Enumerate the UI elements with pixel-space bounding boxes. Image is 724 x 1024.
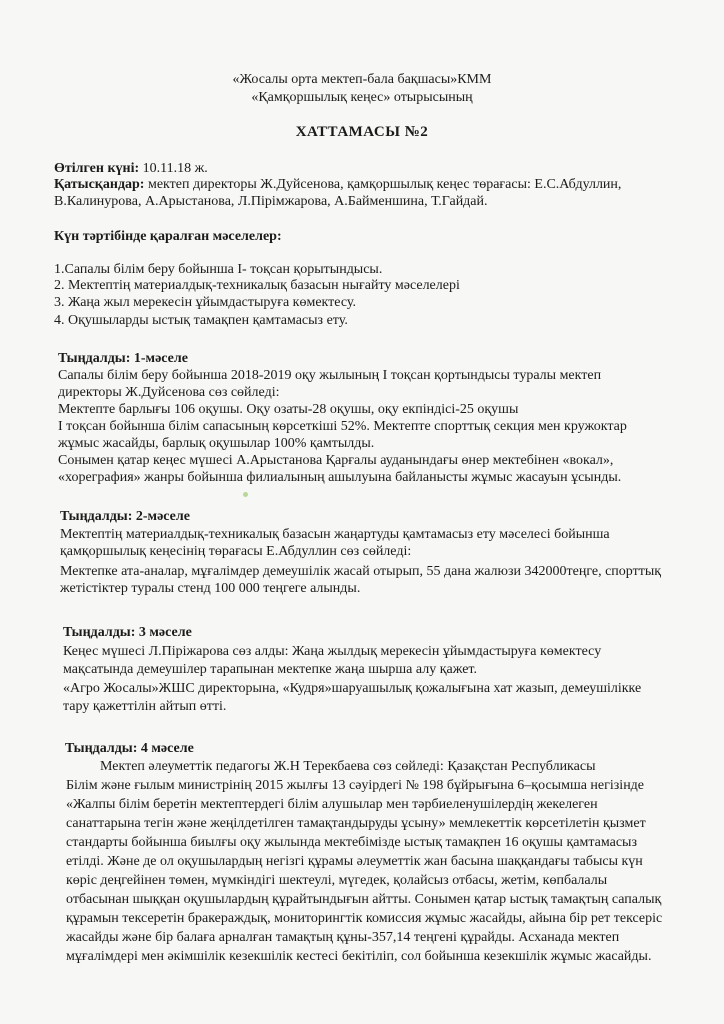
section-2-line: Мектептің материалдық-техникалық базасын жаңартуды қамтамасыз ету мәселесі бойынша bbox=[60, 527, 610, 542]
section-1-line: Сонымен қатар кеңес мүшесі А.Арыстанова Қарғалы ауданындағы өнер мектебінен «вокал», bbox=[58, 453, 614, 468]
date-row bbox=[54, 160, 208, 177]
agenda-item: 4. Оқушыларды ыстық тамақпен қамтамасыз ету. bbox=[54, 313, 348, 328]
section-2-line: жетістіктер туралы стенд 100 000 теңгеге алынды. bbox=[60, 581, 361, 596]
section-1-heading: Тыңдалды: 1-мәселе bbox=[58, 351, 188, 366]
org-name: «Жосалы орта мектеп-бала бақшасы»КММ bbox=[232, 72, 492, 87]
section-1-line: Мектепте барлығы 106 оқушы. Оқу озаты-28 оқушы, оқу екпіндісі-25 оқушы bbox=[58, 402, 519, 417]
section-4-line: етілді. Және де ол оқушылардың негізгі құрамы әлеуметтік жан басына шаққандағы табысы күн bbox=[66, 854, 643, 869]
section-1-line: Сапалы білім беру бойынша 2018-2019 оқу жылының І тоқсан қортындысы туралы мектеп bbox=[58, 368, 602, 383]
section-3-line: мақсатында демеушілер тарапынан мектепке жаңа шырша алу қажет. bbox=[63, 662, 477, 677]
section-1-line: І тоқсан бойынша білім сапасының көрсеткіші 52%. Мектепте спорттық секция мен кружоктар bbox=[58, 419, 627, 434]
section-3-line: Кеңес мүшесі Л.Піріжарова сөз алды: Жаңа жылдық мерекесін ұйымдастыруға көмектесу bbox=[63, 644, 602, 659]
date-value: 10.11.18 ж. bbox=[139, 161, 208, 176]
council-name: «Қамқоршылық кеңес» отырысының bbox=[251, 90, 473, 105]
section-4-line: көріс деңгейінен төмен, мүмкіндігі шектеулі, мүгедек, қолайсыз отбасы, жетім, көпбалалы bbox=[66, 873, 608, 888]
section-4-line: санаттарына тегін және жеңілдетілген тамақтандыруды ұсыну» мемлекеттік көрсетілетін қызмет bbox=[66, 816, 646, 831]
participants-line-1: мектеп директоры Ж.Дуйсенова, қамқоршылық кеңес төрағасы: Е.С.Абдуллин, bbox=[144, 177, 622, 192]
section-2-line: қамқоршылық кеңесінің төрағасы Е.Абдуллин сөз сөйледі: bbox=[60, 544, 412, 559]
section-2-line: Мектепке ата-аналар, мұғалімдер демеушілік жасай отырып, 55 дана жалюзи 342000теңге, спорттық bbox=[60, 564, 662, 579]
ink-spot bbox=[243, 492, 248, 497]
section-3-line: тару қажеттілін айтып өтті. bbox=[63, 699, 227, 714]
section-4-heading: Тыңдалды: 4 мәселе bbox=[65, 741, 194, 756]
agenda-item: 1.Сапалы білім беру бойынша І- тоқсан қорытындысы. bbox=[54, 262, 383, 277]
section-4-line: жасайды және бір балаға арналған тамақтың құны-357,14 теңгені құрайды. Асханада мектеп bbox=[66, 930, 620, 945]
section-4-line: Білім және ғылым министрінің 2015 жылғы 13 сәуірдегі № 198 бұйрығына 6–қосымша негізінде bbox=[66, 778, 645, 793]
agenda-item: 2. Мектептің материалдық-техникалық базасын нығайту мәселелері bbox=[54, 278, 460, 293]
section-2-heading: Тыңдалды: 2-мәселе bbox=[60, 509, 190, 524]
section-3-line: «Агро Жосалы»ЖШС директорына, «Кудря»шаруашылық қожалығына хат жазып, демеушілікке bbox=[63, 681, 642, 696]
section-1-line: директоры Ж.Дуйсенова сөз сөйледі: bbox=[58, 385, 280, 400]
section-4-line: стандарты бойынша биылғы оқу жылында мектебімізде ыстық тамақпен 16 оқушы қамтамасыз bbox=[66, 835, 637, 850]
section-4-line: мұғалімдері мен әкімшілік кезекшілік кестесі бекітіліп, сол бойынша кезекшілік жұмыс жасайды. bbox=[66, 949, 652, 964]
section-4-line: отбасынан шыққан оқушылардың құрайтындығын айтты. Сонымен қатар ыстық тамақтың сапалық bbox=[66, 892, 662, 907]
participants-row bbox=[54, 176, 621, 193]
participants-label: Қатысқандар: bbox=[54, 177, 145, 192]
section-4-line: құрамын тексеретін бракераждық, мониторингтік комиссия жұмыс жасайды, айына бір рет тексеріс bbox=[66, 911, 663, 926]
agenda-item: 3. Жаңа жыл мерекесін ұйымдастыруға көмектесу. bbox=[54, 295, 356, 310]
section-4-line: Мектеп әлеуметтік педагогы Ж.Н Терекбаева сөз сөйледі: Қазақстан Республикасы bbox=[100, 759, 596, 774]
document-title: ХАТТАМАСЫ №2 bbox=[295, 124, 429, 140]
section-4-line: «Жалпы білім беретін мектептердегі білім алушылар мен тәрбиеленушілердің жекелеген bbox=[66, 797, 598, 812]
agenda-heading: Күн тәртібінде қаралған мәселелер: bbox=[54, 229, 282, 244]
section-1-line: «хореграфия» жанры бойынша филиалының ашылуына байланысты жұмыс жасауын ұсынды. bbox=[58, 470, 622, 485]
section-3-heading: Тыңдалды: 3 мәселе bbox=[63, 625, 192, 640]
participants-line-2: В.Калинурова, А.Арыстанова, Л.Пірімжарова, А.Байменшина, Т.Гайдай. bbox=[54, 194, 488, 209]
section-1-line: жұмыс жасайды, барлық оқушылар 100% қамтылды. bbox=[58, 436, 375, 451]
date-label: Өтілген күні: bbox=[54, 161, 140, 176]
